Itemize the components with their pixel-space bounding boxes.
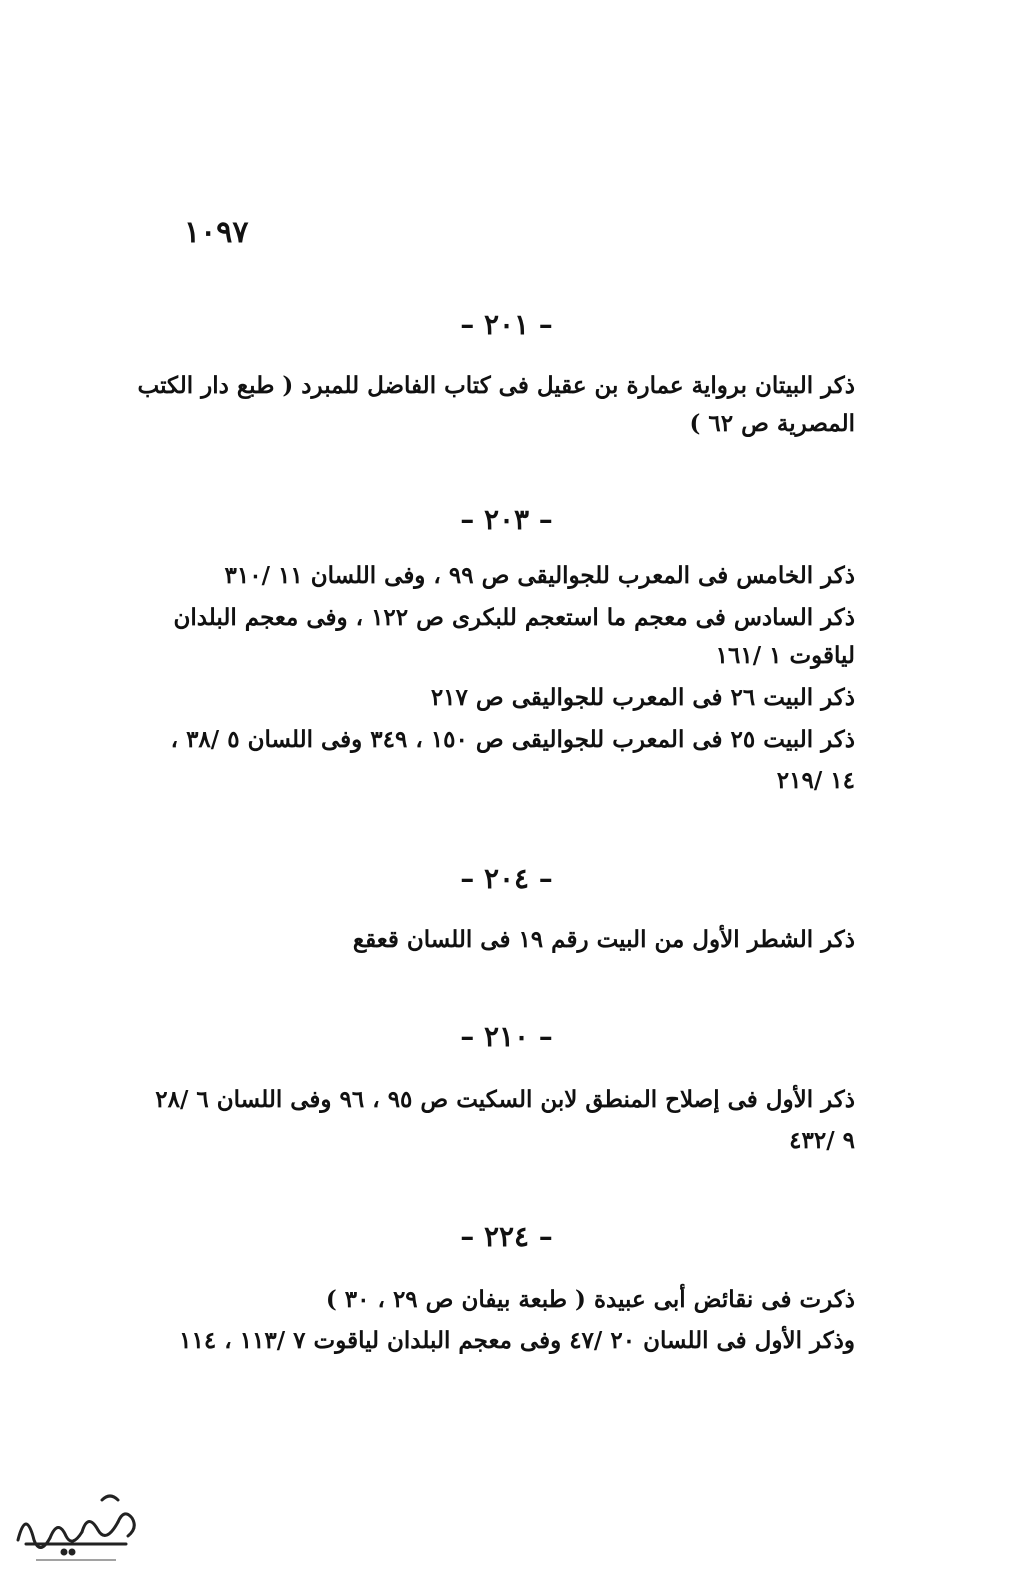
- section-204-line-1: ذكر الشطر الأول من البيت رقم ١٩ فى اللسان قعقع: [352, 926, 855, 953]
- section-heading-203: – ٢٠٣ –: [460, 503, 553, 536]
- section-heading-210: – ٢١٠ –: [460, 1020, 553, 1053]
- section-210-line-1: ذكر الأول فى إصلاح المنطق لابن السكيت ص ٩٥ ، ٩٦ وفى اللسان ٦ /٢٨: [155, 1086, 855, 1113]
- section-heading-201: – ٢٠١ –: [460, 308, 553, 341]
- section-201-line-1: ذكر البيتان برواية عمارة بن عقيل فى كتاب الفاضل للمبرد ( طبع دار الكتب: [137, 372, 855, 399]
- section-heading-224: – ٢٢٤ –: [460, 1220, 553, 1253]
- section-224-line-1: ذكرت فى نقائض أبى عبيدة ( طبعة بيفان ص ٢٩ ، ٣٠ ): [325, 1286, 855, 1313]
- section-210-line-2: ٩ /٤٣٢: [789, 1127, 855, 1154]
- calligraphy-stamp-icon: [6, 1478, 146, 1568]
- section-heading-204: – ٢٠٤ –: [460, 862, 553, 895]
- section-224-line-2: وذكر الأول فى اللسان ٢٠ /٤٧ وفى معجم البلدان لياقوت ٧ /١١٣ ، ١١٤: [179, 1327, 855, 1354]
- section-203-line-5: ذكر البيت ٢٥ فى المعرب للجواليقى ص ١٥٠ ، ٣٤٩ وفى اللسان ٥ /٣٨ ،: [170, 726, 855, 753]
- section-201-line-2: المصرية ص ٦٢ ): [689, 410, 855, 437]
- section-203-line-1: ذكر الخامس فى المعرب للجواليقى ص ٩٩ ، وفى اللسان ١١ /٣١٠: [224, 562, 855, 589]
- page-number: ١٠٩٧: [184, 215, 249, 250]
- section-203-line-3: لياقوت ١ /١٦١: [715, 642, 855, 669]
- section-203-line-2: ذكر السادس فى معجم ما استعجم للبكرى ص ١٢٢ ، وفى معجم البلدان: [173, 604, 855, 631]
- section-203-line-6: ١٤ /٢١٩: [776, 767, 855, 794]
- section-203-line-4: ذكر البيت ٢٦ فى المعرب للجواليقى ص ٢١٧: [430, 684, 855, 711]
